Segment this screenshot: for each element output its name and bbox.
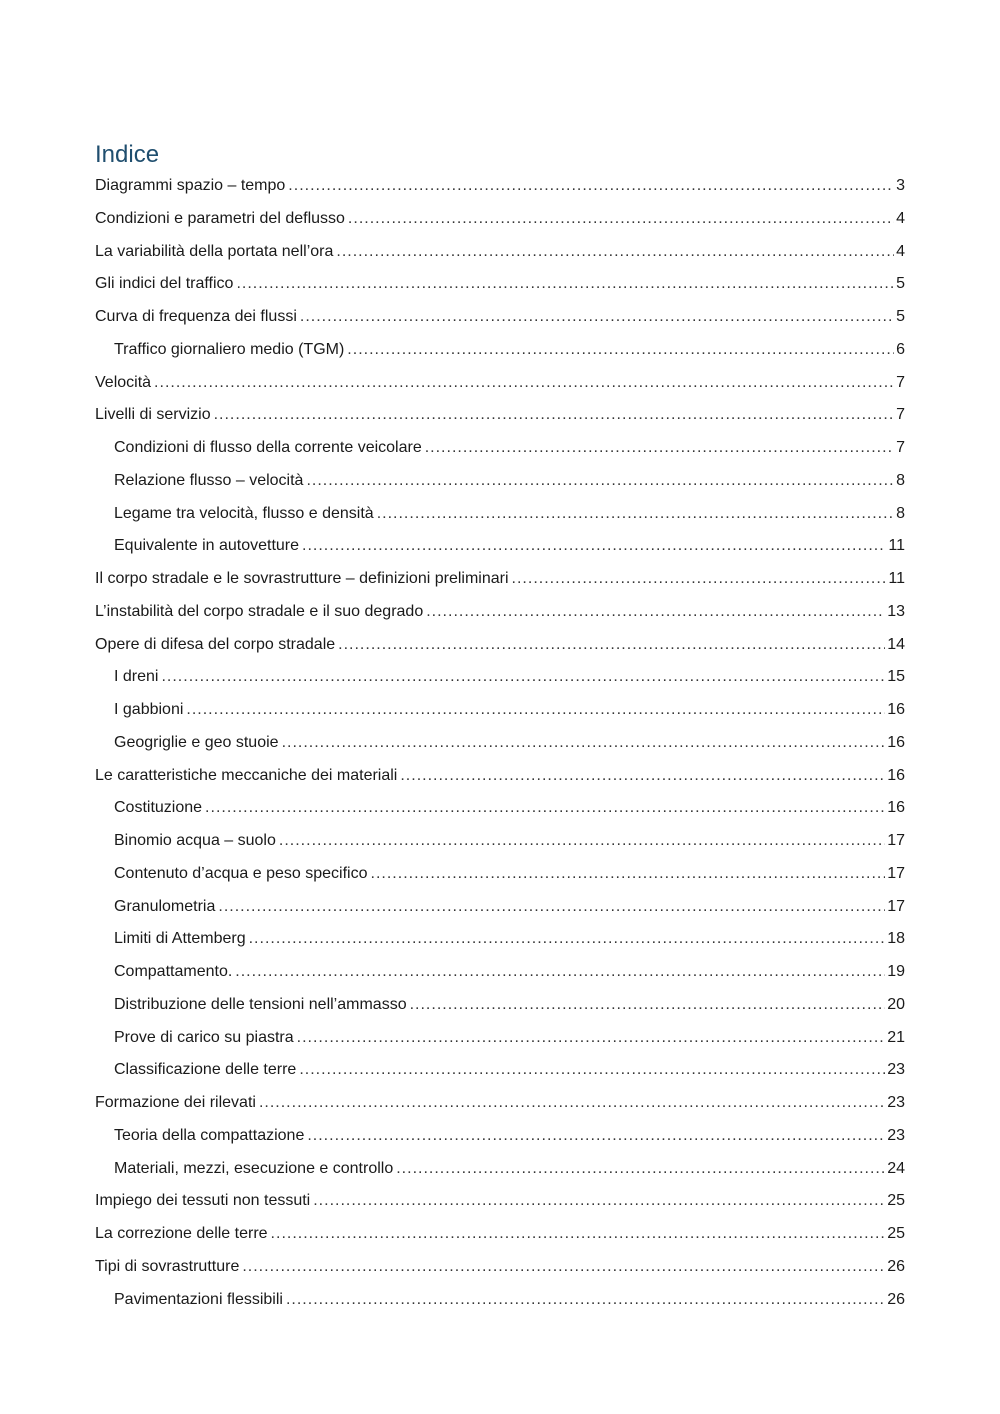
toc-entry-page-number: 17 [887, 864, 905, 882]
toc-dot-leader [154, 373, 894, 393]
toc-dot-leader [259, 1093, 885, 1113]
toc-entry-page-number: 3 [896, 177, 905, 194]
toc-entry[interactable] [95, 1124, 905, 1157]
toc-entry-label: Curva di frequenza dei flussi [95, 308, 297, 325]
toc-entry[interactable] [95, 436, 905, 469]
toc-entry-label: Distribuzione delle tensioni nell’ammasso [114, 995, 407, 1013]
toc-entry-page-number: 4 [896, 242, 905, 260]
toc-entry-page-number: 15 [887, 668, 905, 686]
toc-entry-label: Legame tra velocità, flusso e densità [114, 504, 374, 522]
toc-entry[interactable] [95, 1189, 905, 1222]
toc-dot-leader [235, 962, 885, 982]
toc-entry[interactable] [95, 305, 905, 338]
toc-entry-label: Equivalente in autovetture [114, 537, 300, 555]
toc-entry-page-number: 14 [887, 635, 905, 653]
toc-entry-label: La variabilità della portata nell’ora [95, 242, 334, 260]
toc-entry-label: Costituzione [114, 799, 203, 817]
toc-entry-page-number: 7 [896, 373, 905, 391]
toc-entry-page-number: 26 [887, 1257, 905, 1275]
toc-entry[interactable] [95, 895, 905, 928]
toc-dot-leader [271, 1224, 886, 1244]
toc-entry-page-number: 20 [887, 995, 905, 1013]
toc-entry-label: Livelli di servizio [95, 406, 211, 424]
toc-entry[interactable] [95, 1222, 905, 1255]
toc-entry-label: I dreni [114, 668, 159, 686]
toc-entry-page-number: 16 [887, 733, 905, 751]
toc-entry-label: Teoria della compattazione [114, 1126, 305, 1144]
toc-entry[interactable] [95, 698, 905, 731]
toc-dot-leader [336, 242, 894, 262]
toc-dot-leader [426, 602, 885, 622]
toc-entry-label: Diagrammi spazio – tempo [95, 177, 286, 194]
toc-dot-leader [249, 929, 886, 949]
toc-entry[interactable] [95, 862, 905, 895]
toc-entry-page-number: 19 [887, 963, 905, 980]
toc-entry-page-number: 8 [896, 471, 905, 489]
toc-entry[interactable] [95, 1288, 905, 1321]
toc-dot-leader [297, 1028, 886, 1048]
toc-entry-label: Velocità [95, 373, 152, 391]
toc-entry-label: Pavimentazioni flessibili [114, 1290, 283, 1308]
toc-entry-label: Tipi di sovrastrutture [95, 1257, 240, 1275]
toc-entry-label: I gabbioni [114, 701, 184, 718]
toc-entry-label: Compattamento. [114, 963, 233, 980]
toc-entry-label: Binomio acqua – suolo [114, 832, 276, 849]
toc-entry-label: Opere di difesa del corpo stradale [95, 635, 336, 653]
toc-entry-page-number: 13 [887, 602, 905, 620]
toc-entry-label: Condizioni e parametri del deflusso [95, 209, 345, 227]
toc-entry-label: Granulometria [114, 897, 216, 915]
toc-entry-page-number: 7 [896, 406, 905, 424]
toc-title: Indice [95, 141, 160, 168]
toc-dot-leader [306, 471, 894, 491]
toc-entry-label: Condizioni di flusso della corrente veicolare [114, 439, 422, 456]
toc-dot-leader [400, 766, 885, 786]
toc-entry-page-number: 25 [887, 1192, 905, 1210]
toc-entry[interactable] [95, 764, 905, 797]
toc-entry-label: Formazione dei rilevati [95, 1094, 256, 1111]
toc-dot-leader [218, 897, 885, 917]
toc-entry[interactable] [95, 927, 905, 960]
toc-entry-page-number: 18 [887, 930, 905, 948]
toc-entry[interactable] [95, 502, 905, 535]
toc-entry-page-number: 8 [896, 504, 905, 522]
toc-dot-leader [425, 438, 894, 458]
toc-entry-page-number: 11 [888, 570, 905, 587]
toc-entry-page-number: 23 [887, 1126, 905, 1144]
toc-dot-leader [348, 209, 894, 229]
toc-dot-leader [302, 536, 886, 556]
toc-entry[interactable] [95, 469, 905, 502]
toc-list [95, 174, 905, 1320]
toc-entry-label: Gli indici del traffico [95, 275, 234, 293]
toc-entry-page-number: 23 [887, 1061, 905, 1079]
toc-entry[interactable] [95, 207, 905, 240]
toc-entry[interactable] [95, 174, 905, 207]
toc-entry-page-number: 11 [888, 537, 905, 555]
toc-dot-leader [300, 307, 894, 327]
toc-entry[interactable] [95, 829, 905, 862]
toc-entry-label: Relazione flusso – velocità [114, 471, 304, 489]
toc-dot-leader [161, 667, 885, 687]
toc-entry[interactable] [95, 1157, 905, 1190]
toc-entry-label: Impiego dei tessuti non tessuti [95, 1192, 311, 1210]
toc-entry-label: Materiali, mezzi, esecuzione e controllo [114, 1159, 394, 1177]
toc-dot-leader [288, 176, 894, 196]
toc-entry[interactable] [95, 960, 905, 993]
toc-dot-leader [313, 1191, 885, 1211]
toc-dot-leader [279, 831, 885, 851]
toc-entry-page-number: 21 [887, 1028, 905, 1046]
toc-entry-page-number: 26 [887, 1290, 905, 1308]
toc-entry-page-number: 5 [896, 308, 905, 325]
toc-entry-label: Contenuto d’acqua e peso specifico [114, 864, 368, 882]
toc-dot-leader [186, 700, 885, 720]
toc-dot-leader [236, 274, 894, 294]
toc-entry-page-number: 23 [887, 1094, 905, 1111]
toc-entry-label: Prove di carico su piastra [114, 1028, 294, 1046]
toc-entry-page-number: 4 [896, 209, 905, 227]
document-page [95, 140, 905, 1320]
toc-entry-page-number: 24 [887, 1159, 905, 1177]
toc-entry-page-number: 16 [887, 701, 905, 718]
toc-entry-label: Il corpo stradale e le sovrastrutture – definizioni preliminari [95, 570, 509, 587]
toc-entry[interactable] [95, 731, 905, 764]
toc-entry[interactable] [95, 1058, 905, 1091]
toc-dot-leader [242, 1257, 885, 1277]
toc-entry-page-number: 17 [887, 832, 905, 849]
toc-entry-label: L’instabilità del corpo stradale e il suo degrado [95, 602, 424, 620]
toc-entry-page-number: 16 [887, 766, 905, 784]
toc-entry[interactable] [95, 338, 905, 371]
toc-entry-label: La correzione delle terre [95, 1225, 268, 1242]
toc-entry[interactable] [95, 371, 905, 404]
toc-entry[interactable] [95, 272, 905, 305]
toc-entry-page-number: 5 [896, 275, 905, 293]
toc-entry[interactable] [95, 1091, 905, 1124]
toc-dot-leader [282, 733, 886, 753]
toc-entry-page-number: 17 [887, 897, 905, 915]
toc-entry[interactable] [95, 403, 905, 436]
toc-dot-leader [214, 405, 895, 425]
toc-entry-label: Traffico giornaliero medio (TGM) [114, 340, 345, 358]
toc-dot-leader [307, 1126, 885, 1146]
toc-dot-leader [286, 1290, 885, 1310]
toc-entry[interactable] [95, 796, 905, 829]
toc-entry[interactable] [95, 567, 905, 600]
toc-entry[interactable] [95, 240, 905, 273]
toc-entry[interactable] [95, 600, 905, 633]
toc-entry[interactable] [95, 665, 905, 698]
toc-entry[interactable] [95, 993, 905, 1026]
toc-entry-label: Le caratteristiche meccaniche dei materiali [95, 766, 398, 784]
toc-entry[interactable] [95, 1026, 905, 1059]
toc-dot-leader [338, 635, 885, 655]
toc-entry-label: Classificazione delle terre [114, 1061, 297, 1079]
toc-entry-page-number: 25 [887, 1225, 905, 1242]
toc-entry[interactable] [95, 633, 905, 666]
toc-entry-label: Limiti di Attemberg [114, 930, 246, 948]
toc-dot-leader [205, 798, 885, 818]
toc-dot-leader [512, 569, 887, 589]
toc-entry[interactable] [95, 534, 905, 567]
toc-entry-page-number: 7 [896, 439, 905, 456]
toc-entry-page-number: 16 [887, 799, 905, 817]
toc-dot-leader [347, 340, 894, 360]
toc-dot-leader [377, 504, 894, 524]
toc-entry-label: Geogriglie e geo stuoie [114, 733, 279, 751]
toc-entry-page-number: 6 [896, 340, 905, 358]
toc-dot-leader [299, 1060, 885, 1080]
toc-entry[interactable] [95, 1255, 905, 1288]
toc-dot-leader [396, 1159, 885, 1179]
toc-dot-leader [371, 864, 886, 884]
toc-dot-leader [410, 995, 886, 1015]
